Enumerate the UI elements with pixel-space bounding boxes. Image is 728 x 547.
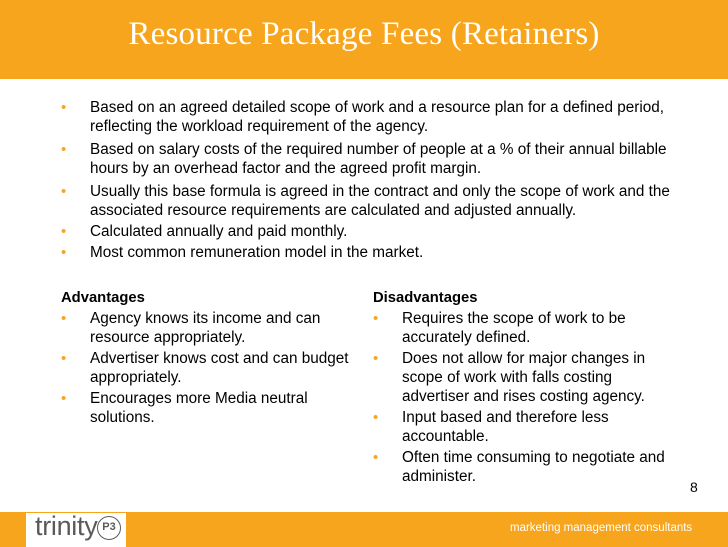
bullet-icon: • (61, 310, 67, 327)
bullet-text: Most common remuneration model in the market. (90, 244, 424, 261)
bullet-icon: • (61, 141, 67, 158)
bullet-icon: • (373, 310, 379, 327)
bullet-icon: • (61, 99, 67, 116)
list-item (61, 182, 701, 220)
bullet-text: Calculated annually and paid monthly. (90, 223, 348, 240)
disadvantages-column (373, 289, 673, 488)
advantages-list (61, 309, 351, 427)
bullet-text: Often time consuming to negotiate and administer. (402, 449, 665, 485)
trinity-logo: trinity (35, 511, 98, 541)
p3-logo-icon: P3 (97, 516, 121, 540)
disadvantages-heading: Disadvantages (373, 290, 478, 306)
bullet-text: Based on an agreed detailed scope of work and a resource plan for a defined period, reflecting the workload requirement of the agency. (90, 99, 665, 135)
bullet-text: Input based and therefore less accountable. (402, 409, 609, 445)
bullet-text: Agency knows its income and can resource appropriately. (90, 310, 321, 346)
bullet-icon: • (373, 449, 379, 466)
bullet-icon: • (61, 183, 67, 200)
list-item (373, 349, 673, 406)
bullet-icon: • (373, 409, 379, 426)
disadvantages-list (373, 309, 673, 486)
list-item (61, 243, 701, 262)
list-item (61, 222, 701, 241)
bullet-text: Does not allow for major changes in scope of work with falls costing advertiser and rises costing agency. (402, 350, 646, 405)
bullet-text: Usually this base formula is agreed in the contract and only the scope of work and the associated resource requirements are calculated and adjusted annually. (90, 183, 670, 219)
list-item (373, 448, 673, 486)
list-item (61, 389, 351, 427)
main-bullet-list (61, 98, 701, 264)
footer-tagline: marketing management consultants (510, 522, 693, 534)
bullet-icon: • (61, 223, 67, 240)
list-item (61, 349, 351, 387)
slide-title: Resource Package Fees (Retainers) (128, 16, 600, 52)
bullet-text: Advertiser knows cost and can budget appropriately. (90, 350, 349, 386)
bullet-text: Requires the scope of work to be accurately defined. (402, 310, 626, 346)
bullet-icon: • (61, 350, 67, 367)
advantages-heading: Advantages (61, 290, 145, 306)
list-item (61, 309, 351, 347)
bullet-icon: • (61, 244, 67, 261)
bullet-text: Encourages more Media neutral solutions. (90, 390, 308, 426)
list-item (373, 408, 673, 446)
bullet-icon: • (61, 390, 67, 407)
list-item (61, 98, 701, 136)
list-item (373, 309, 673, 347)
page-number: 8 (690, 479, 698, 495)
bullet-icon: • (373, 350, 379, 367)
bullet-text: Based on salary costs of the required number of people at a % of their annual billable hours by an overhead factor and the agreed profit margin. (90, 141, 667, 177)
list-item (61, 140, 701, 178)
advantages-column (61, 289, 351, 429)
